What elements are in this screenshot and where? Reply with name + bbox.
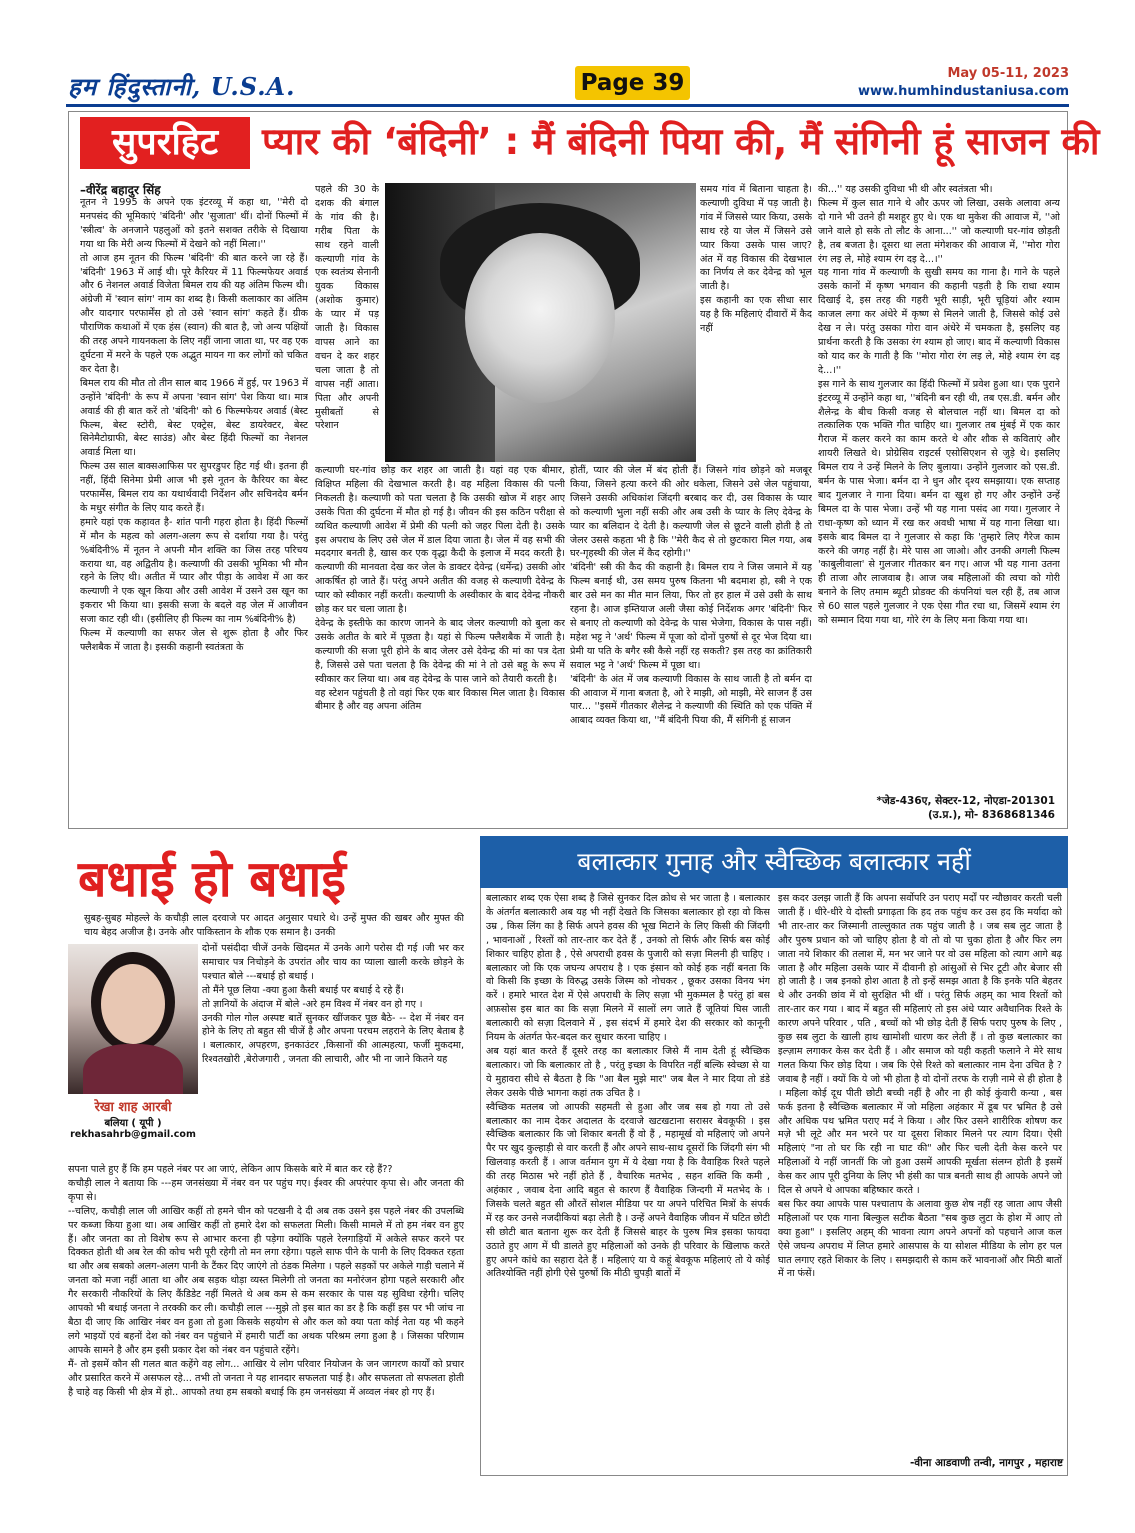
article-headline-balatkar: बलात्कार गुनाह और स्वैच्छिक बलात्कार नहीं bbox=[480, 836, 1068, 888]
byline: –वीरेंद्र बहादुर सिंह bbox=[80, 183, 161, 197]
masthead: हम हिंदुस्तानी, U.S.A. bbox=[68, 72, 296, 101]
article-column-mid: कल्याणी घर-गांव छोड़ कर शहर आ जाती है। यहां वह एक बीमार, विक्षिप्त महिला की देखभाल करती है। वह महिला विकास की पत्नी निकलती है। कल्याणी को पता चलता है कि उसकी खोज में शहर आए उसके पिता की दुर्घटना में मौत हो गई है। जीवन की इस कठिन परीक्षा से व्यथित कल्याणी आवेश में प्रेमी की पत्नी को जहर पिला देती है। उसके इस अपराध के लिए उसे जेल में डाल दिया जाता है। जेल में वह सभी की मददगार बनती है, खास कर एक वृद्धा कैदी के इलाज में मदद करती है। कल्याणी की मानवता देख कर जेल के डाक्टर देवेन्द्र (धर्मेन्द्र) उसकी ओर आकर्षित हो जाते हैं। परंतु अपने अतीत की वजह से कल्याणी देवेन्द्र के प्यार को स्वीकार नहीं करती। कल्याणी के अस्वीकार के बाद देवेन्द्र नौकरी छोड़ कर घर चला जाता है। देवेन्द्र के इस्तीफे का कारण जानने के बाद जेलर कल्याणी को बुला कर उसके अतीत के बारे में पूछता है। यहां से फिल्म फ्लैशबैक में जाती है। कल्याणी की सजा पूरी होने के बाद जेलर उसे देवेन्द्र की मां का पत्र देता है, जिससे उसे पता चलता है कि देवेन्द्र की मां ने तो उसे बहू के रूप में स्वीकार कर लिया था। अब वह देवेन्द्र के पास जाने को तैयारी करती है। वह स्टेशन पहुंचती है तो वहां फिर एक बार विकास मिल जाता है। विकास बीमार है और वह अपना अंतिम bbox=[315, 465, 565, 713]
author-email[interactable]: rekhasahrb@gmail.com bbox=[70, 1129, 196, 1140]
author-address: *जेड-436ए, सेक्टर-12, नोएडा-201301 bbox=[876, 795, 1055, 807]
author-signature: -वीना आडवाणी तन्वी, नागपुर , महाराष्ट bbox=[909, 1457, 1063, 1469]
article-column-4: की...'' यह उसकी दुविधा भी थी और स्वतंत्रता भी। फिल्म में कुल सात गाने थे और ऊपर जो लिखा, उसके अलावा अन्य दो गाने भी उतने ही मशहूर हुए थे। एक था मुकेश की आवाज में, ''ओ जाने वाले हो सके तो लौट के आना...'' जो कल्याणी घर-गांव छोड़ती है, तब बजता है। दूसरा था लता मंगेशकर की आवाज में, ''मोरा गोरा रंग लइ ले, मोहे श्याम रंग दइ दे...।'' यह गाना गांव में कल्याणी के सुखी समय का गाना है। गाने के पहले उसके कानों में कृष्ण भगवान की कहानी पड़ती है कि राधा श्याम दिखाई दे, इस तरह की गहरी भूरी साड़ी, भूरी चूड़ियां और श्याम काजल लगा कर अंधेरे में कृष्ण से मिलने जाती है, जिससे कोई उसे देख न ले। परंतु उसका गोरा वान अंधेरे में चमकता है, इसलिए वह प्रार्थना करती है कि उसका रंग श्याम हो जाए। बाद में कल्याणी विकास को याद कर के गाती है कि ''मोरा गोरा रंग लइ ले, मोहे श्याम रंग दइ दे...।'' इस गाने के साथ गुलजार का हिंदी फिल्मों में प्रवेश हुआ था। एक पुराने इंटरव्यू में उन्होंने कहा था, ''बंदिनी बन रही थी, तब एस.डी. बर्मन और शैलेन्द्र के बीच किसी वजह से बोलचाल नहीं था। बिमल दा को तत्कालिक एक भक्ति गीत चाहिए था। गुलजार तब मुंबई में एक कार गैराज में कलर करने का काम करते थे और शौक से कविताएं और शायरी लिखते थे। प्रोग्रेसिव राइटर्स एसोसिएशन से जुड़े थे। इसलिए बिमल राय ने उन्हें मिलने के लिए बुलाया। उन्होंने गुलजार को एस.डी. बर्मन के पास भेजा। बर्मन दा ने धुन और दृश्य समझाया। एक सप्ताह बाद गुलजार ने गाना दिया। बर्मन दा खुश हो गए और उन्होंने उन्हें बिमल दा के पास भेजा। उन्हें भी यह गाना पसंद आ गया। गुलजार ने राधा-कृष्ण को ध्यान में रख कर अवधी भाषा में यह गाना लिखा था। इसके बाद बिमल दा ने गुलजार से कहा कि 'तुम्हारे लिए गैरेज काम करने की जगह नहीं है। मेरे पास आ जाओ। और उनकी अगली फिल्म 'काबुलीवाला' से गुलजार गीतकार बन गए। आज भी यह गाना उतना ही ताजा और लाजवाब है। आज जब महिलाओं की त्वचा को गोरी बनाने के लिए तमाम ब्यूटी प्रोडक्ट की कंपनियां चल रही हैं, तब आज से 60 साल पहले गुलजार ने एक ऐसा गीत रचा था, जिसमें श्याम रंग को सम्मान दिया गया था, गोरे रंग के लिए मना किया गया था। bbox=[818, 184, 1060, 627]
author-place: बलिया ( यूपी ) bbox=[104, 1118, 162, 1129]
article-column-2: इस कदर उलझ जाती हैं कि अपना सर्वोपरि उन पराए मर्दों पर न्यौछावर करती चली जाती हैं । धीरे-धीरे ये दोस्ती प्रगाढ़ता कि हद तक पहुंच कर उस हद कि मर्यादा को भी तार-तार कर जिस्मानी ताल्लुकात तक पहुंच जाती है । जब सब लुट जाता है और पुरुष प्रधान को जो चाहिए होता है वो तो वो पा चुका होता है और फिर लग जाता नये शिकार की तलाश में, मन भर जाने पर वो उस महिला को त्याग आगे बढ़ जाता है और महिला उसके प्यार में दीवानी हो आंसुओं से भिर टूटी और बेजार सी हो जाती है । जब इनको होश आता है तो इन्हें समझ आता है कि इनके पति बेहतर थे और उनकी छांव में वो सुरक्षित भी थीं । परंतु सिर्फ अहम् का भाव रिश्तों को तार-तार कर गया । बाद में बहुत सी महिलाएं तो इस अंधे प्यार अवैधानिक रिश्ते के कारण अपने परिवार , पति , बच्चों को भी छोड़ देती हैं सिर्फ पराए पुरुष के लिए , कुछ सब लुटा के खाली हाथ खामोशी धारण कर लेती हैं । तो कुछ बलात्कार का इल्ज़ाम लगाकर केस कर देती हैं । और समाज को यही कहती फलाने ने मेरे साथ गलत किया फिर छोड़ दिया । जब कि ऐसे रिश्ते को बलात्कार नाम देना उचित है ? जवाब है नहीं । क्यों कि ये जो भी होता है वो दोनों तरफ के राज़ी नामे से ही होता है । महिला कोई दूध पीती छोटी बच्ची नहीं है और ना ही कोई कुंवारी कन्या , बस फर्क इतना है स्वैच्छिक बलात्कार में जो महिला अहंकार में डूब पर भ्रमित है उसे और अधिक पथ भ्रमित पराए मर्द ने किया । और फिर उसने शारीरिक शोषण कर मज़े भी लूटे और मन भरने पर या दूसरा शिकार मिलने पर त्याग दिया। ऐसी महिलाएं "ना तो घर कि रही ना घाट की" और फिर चली देती केस करने पर महिलाओं ये नहीं जानतीं कि जो हुआ उसमें आपकी मूर्खता संलग्न होती है इसमें केस कर आप पूरी दुनिया के लिए भी हंसी का पात्र बनती साथ ही आपके अपने जो दिल से अपने थे आपका बहिष्कार करते । बस फिर क्या आपके पास पश्चाताप के अलावा कुछ शेष नहीं रह जाता आप जैसी महिलाओं पर एक गाना बिल्कुल सटीक बैठता "सब कुछ लुटा के होश में आए तो क्या हुआ" । इसलिए अहम् की भावना त्याग अपने अपनों को पहचाने आज कल ऐसे जघन्य अपराध में लिप्त हमारे आसपास के या सोशल मीडिया के लोग हर पल घात लगाए रहते शिकार के लिए । समझदारी से काम करें भावनाओं और मिठी बातों में ना फंसें। bbox=[778, 893, 1062, 1280]
page-number: Page 39 bbox=[575, 66, 690, 100]
article-column-2: पहले की 30 के दशक की बंगाल के गांव की है। गरीब पिता के साथ रहने वाली कल्याणी गांव के एक स्वतंत्र्य सेनानी युवक विकास (अशोक कुमार) के प्यार में पड़ जाती है। विकास वापस आने का वचन दे कर शहर चला जाता है तो वापस नहीं आता। पिता और अपनी मुसीबतों से परेशान bbox=[315, 184, 379, 432]
website-link[interactable]: www.humhindustaniusa.com bbox=[857, 84, 1069, 99]
article-headline-badhai: बधाई हो बधाई bbox=[78, 850, 346, 908]
article-headline: प्यार की ‘बंदिनी’ : मैं बंदिनी पिया की, मैं संगिनी हूं साजन की bbox=[262, 120, 1100, 163]
header-rule bbox=[66, 104, 1069, 107]
article-column-3: समय गांव में बिताना चाहता है। कल्याणी दुविधा में पड़ जाती है। गांव में जिससे प्यार किया, उसके साथ रहे या जेल में जिसने उसे प्यार किया उसके पास जाए? अंत में वह विकास की देखभाल का निर्णय ले कर देवेन्द्र को भूल जाती है। इस कहानी का एक सीधा सार यह है कि महिलाएं दीवारों में कैद नहीं bbox=[700, 184, 812, 335]
article-body: सपना पाले हुए हैं कि हम पहले नंबर पर आ जाएं, लेकिन आप किसके बारे में बात कर रहे हैं?? कचौड़ी लाल ने बताया कि ---हम जनसंख्या में नंबर वन पर पहुंच गए। ईश्वर की अपरंपार कृपा से। और जनता की कृपा से। --चलिए, कचौड़ी लाल जी आखिर कहीं तो हमने चीन को पटखनी दे दी अब तक उसने इस पहले नंबर की उपलब्धि पर कब्जा किया हुआ था। अब आखिर कहीं तो हमारे देश को सफलता मिली। किसी मामले में तो हम नंबर वन हुए हैं। और जनता का तो विशेष रूप से आभार करना ही पड़ेगा क्योंकि पहले रेलगाड़ियों में अकेले सफर करने पर दिक्कत होती थी अब रेल की कोच भरी पूरी रहेगी तो मन लगा रहेगा। पहले साफ पीने के पानी के लिए दिक्कत रहता था और अब सबको अलग-अलग पानी के टैंकर दिए जाएंगे तो ठंडक मिलेगा । पहले सड़कों पर अकेले गाड़ी चलाने में जनता को मजा नहीं आता था और अब सड़क थोड़ा व्यस्त मिलेगी तो जनता का मनोरंजन होगा पहले सरकारी और गैर सरकारी नौकरियों के लिए कैंडिडेट नहीं मिलते थे अब कम से कम सरकार के पास यह सुविधा रहेगी। चलिए आपको भी बधाई जनता ने तरक्की कर ली। कचौड़ी लाल ---मुझे तो इस बात का डर है कि कहीं इस पर भी जांच ना बैठा दी जाए कि आखिर नंबर वन हुआ तो हुआ किसके सहयोग से और कल को क्या पता कोई नेता यह भी कहने लगे भाइयों एवं बहनों देश को नंबर वन पहुंचाने में हमारी पार्टी का अथक परिश्रम लगा हुआ है । जिसका परिणाम आपके सामने है और हम इसी प्रकार देश को नंबर वन पहुंचाते रहेंगे। मैं- तो इसमें कौन सी गलत बात कहेंगे वह लोग... आखिर ये लोग परिवार नियोजन के जन जागरण कार्यों को प्रचार और प्रसारित करने में असफल रहे... तभी तो जनता ने यह शानदार सफलता पाई है। और सफलता तो सफलता होती है चाहे वह किसी भी क्षेत्र में हो.. आपको तथा हम सबको बधाई कि हम जनसंख्या में अव्वल नंबर हो गए हैं। bbox=[68, 1164, 464, 1398]
author-caption bbox=[68, 1097, 198, 1140]
author-contact: (उ.प्र.), मो- 8368681346 bbox=[927, 809, 1055, 821]
film-still-photo bbox=[385, 183, 696, 462]
article-side-column: दोनों पसंदीदा चीजें उनके खिदमत में उनके आगे परोस दी गई ।जी भर कर समाचार पत्र निचोड़ने के उपरांत और चाय का प्याला खाली करके छोड़ने के पश्चात बोले ---बधाई हो बधाई । तो मैंने पूछ लिया -क्या हुआ कैसी बधाई पर बधाई दे रहे हैं। तो ज्ञानियों के अंदाज में बोले -अरे हम विश्व में नंबर वन हो गए । उनकी गोल गोल अस्पष्ट बातें सुनकर खींजकर पूछ बैठे- -- देश में नंबर वन होने के लिए तो बहुत सी चीजें है और अपना परचम लहराने के लिए बेताब है । बलात्कार, अपहरण, इनकाउंटर ,किसानों की आत्महत्या, फर्जी मुकदमा, रिश्वतखोरी ,बेरोजगारी , जनता की लाचारी, और भी ना जाने कितने यह bbox=[202, 943, 464, 1066]
article-column-1: नूतन ने 1995 के अपने एक इंटरव्यू में कहा था, ''मेरी दो मनपसंद की भूमिकाएं 'बंदिनी' और 'सुजाता' थीं। दोनों फिल्मों में 'स्त्रीत्व' के अनजाने पहलुओं को इतने सशक्त तरीके से दिखाया गया था कि मेरी अन्य फिल्मों में देखने को नहीं मिला।'' तो आज हम नूतन की फिल्म 'बंदिनी' की बात करने जा रहे हैं। 'बंदिनी' 1963 में आई थी। पूरे कैरियर में 11 फिल्मफेयर अवार्ड और 6 नेशनल अवार्ड विजेता बिमल राय की यह अंतिम फिल्म थी। अंग्रेजी में 'स्वान सांग' नाम का शब्द है। किसी कलाकार का अंतिम और यादगार परफार्मेंस हो तो उसे 'स्वान सांग' कहते हैं। ग्रीक पौराणिक कथाओं में एक हंस (स्वान) की बात है, जो अन्य पक्षियों की तरह अपने गायनकला के लिए नहीं जाना जाता था, पर वह एक दुर्घटना में मरने के पहले एक अद्भुत मायन गा कर लोगों को चकित कर देता है। बिमल राय की मौत तो तीन साल बाद 1966 में हुई, पर 1963 में उन्होंने 'बंदिनी' के रूप में अपना 'स्वान सांग' पेश किया था। मात्र अवार्ड की ही बात करें तो 'बंदिनी' को 6 फिल्मफेयर अवार्ड (बेस्ट फिल्म, बेस्ट स्टोरी, बेस्ट एक्ट्रेस, बेस्ट डायरेक्टर, बेस्ट सिनेमैटोग्राफी, बेस्ट साउंड) और बेस्ट हिंदी फिल्मों का नेशनल अवार्ड मिला था। फिल्म उस साल बाक्सआफिस पर सुपरडुपर हिट गई थी। इतना ही नहीं, हिंदी सिनेमा प्रेमी आज भी इसे नूतन के कैरियर का बेस्ट परफार्मेंस, बिमल राय का यथार्थवादी निर्देशन और सचिनदेव बर्मन के मधुर संगीत के लिए याद करते हैं। हमारे यहां एक कहावत है- शांत पानी गहरा होता है। हिंदी फिल्मों में मौन के महत्व को अलग-अलग रूप से दर्शाया गया है। परंतु %बंदिनी% में नूतन ने अपनी मौन शक्ति का जिस तरह परिचय कराया था, वह अद्वितीय है। कल्याणी की उसकी भूमिका भी मौन रहने के लिए थी। अतीत में प्यार और पीड़ा के आवेश में आ कर कल्याणी ने एक खून किया और उसी आवेश में उसने उस खून का इकरार भी किया था। इसकी सजा के बदले वह जेल में आजीवन सजा काट रही थी। (इसीलिए ही फिल्म का नाम %बंदिनी% है) फिल्म में कल्याणी का सफर जेल से शुरू होता है और फिर फ्लैशबैक में जाता है। इसकी कहानी स्वतंत्रता के bbox=[80, 197, 308, 653]
issue-date: May 05-11, 2023 bbox=[947, 66, 1069, 81]
article-intro: सुबह-सुबह मोहल्ले के कचौड़ी लाल दरवाजे पर आदत अनुसार पधारे थे। उन्हें मुफ्त की खबर और मुफ्त की चाय बेहद अजीज है। उनके और पाकिस्तान के शौक एक समान है। उनकी bbox=[84, 913, 464, 938]
author-photo bbox=[68, 944, 198, 1094]
superhit-badge: सुपरहिट bbox=[80, 117, 250, 169]
author-name: रेखा शाह आरबी bbox=[94, 1100, 172, 1115]
article-column-3b: होतीं, प्यार की जेल में बंद होती हैं। जिसने गांव छोड़ने को मजबूर किया, जिसने हत्या करने की ओर धकेला, जिसने उसे जेल पहुंचाया, जिसने उसकी अधिकांश जिंदगी बरबाद कर दी, उस विकास के प्यार को कल्याणी भुला नहीं सकी और अब उसी के प्यार के लिए देवेन्द्र के प्यार का बलिदान दे देती है। कल्याणी जेल से छूटने वाली होती है तो जेलर उससे कहता भी है कि ''मेरी कैद से तो छुटकारा मिल गया, अब घर-गृहस्थी की जेल में कैद रहोगी।'' 'बंदिनी' स्त्री की कैद की कहानी है। बिमल राय ने जिस जमाने में यह फिल्म बनाई थी, उस समय पुरुष कितना भी बदमाश हो, स्त्री ने एक बार उसे मन का मीत मान लिया, फिर तो हर हाल में उसे उसी के साथ रहना है। आज इम्तियाज अली जैसा कोई निर्देशक अगर 'बंदिनी' फिर से बनाए तो कल्याणी को देवेन्द्र के पास भेजेगा, विकास के पास नहीं। महेश भट्ट ने 'अर्थ' फिल्म में पूजा को दोनों पुरुषों से दूर भेज दिया था। प्रेमी या पति के बगैर स्त्री कैसे नहीं रह सकती? इस तरह का क्रांतिकारी सवाल भट्ट ने 'अर्थ' फिल्म में पूछा था। 'बंदिनी' के अंत में जब कल्याणी विकास के साथ जाती है तो बर्मन दा की आवाज में गाना बजता है, ओ रे माझी, ओ माझी, मेरे साजन हैं उस पार... ''इसमें गीतकार शैलेन्द्र ने कल्याणी की स्थिति को एक पंक्ति में आबाद व्यक्त किया था, ''मैं बंदिनी पिया की, मैं संगिनी हूं साजन bbox=[570, 465, 812, 727]
article-column-1: बलात्कार शब्द एक ऐसा शब्द है जिसे सुनकर दिल क्रोध से भर जाता है । बलात्कार के अंतर्गत बलात्कारी अब यह भी नहीं देखते कि जिसका बलात्कार हो रहा वो किस उम्र , किस लिंग का है सिर्फ अपने हवस की भूख मिटाने के लिए किसी की जिंदगी , भावनाओं , रिश्तों को तार-तार कर देते हैं , उनको तो सिर्फ और सिर्फ बस कोई शिकार चाहिए होता है , ऐसे अपराधी हवस के पुजारी को सज़ा मिलनी ही चाहिए । बलात्कार जो कि एक जघन्य अपराध है । एक इंसान को कोई हक नहीं बनता कि वो किसी कि इच्छा के विरुद्ध उसके जिस्म को नोचकर , छूकर उसका विनय भंग करें । हमारे भारत देश में ऐसे अपराधी के लिए सज़ा भी मुकम्मल है परंतु हां बस अफ़सोस इस बात का कि सज़ा मिलने में सालों लग जाते हैं जूतियां घिस जाती बलात्कारी को सज़ा दिलवाने में , इस संदर्भ में हमारे देश की सरकार को कानूनी नियम के अंतर्गत फेर-बदल कर सुधार करना चाहिए । अब यहां बात करते हैं दूसरे तरह का बलात्कार जिसे मैं नाम देती हूं स्वैच्छिक बलात्कार। जो कि बलात्कार तो है , परंतु इच्छा के विपरित नहीं बल्कि स्वेच्छा से या ये मुहावरा सीधे से बैठता है कि "आ बैल मुझे मार" जब बैल ने मार दिया तो डंडे लेकर उसके पीछे भागना कहां तक उचित है । स्वैच्छिक मतलब जो आपकी सहमती से हुआ और जब सब हो गया तो उसे बलात्कार का नाम देकर अदालत के दरवाजे खटखटाना सरासर बेवकूफी । इस स्वैच्छिक बलात्कार कि जो शिकार बनती हैं वो हैं , महामूर्ख वो महिलाएं जो अपने पैर पर खुद कुल्हाड़ी से वार करती हैं और अपने साथ-साथ दूसरों कि जिंदगी संग भी खिलवाड़ करती हैं । आज वर्तमान युग में ये देखा गया है कि वैवाहिक रिश्ते पहले की तरह मिठास भरे नहीं होते हैं , वैचारिक मतभेद , सहन शक्ति कि कमी , अहंकार , जवाब देना आदि बहुत से कारण हैं वैवाहिक जिन्दगी में मतभेद के । जिसके चलते बहुत सी औरतें सोशल मीडिया पर या अपने परिचित मित्रों के संपर्क में रह कर उनसे नजदीकियां बढ़ा लेती है । उन्हें अपने वैवाहिक जीवन में घटित छोटी सी छोटी बात बताना शुरू कर देती हैं जिससे बाहर के पुरुष मित्र इसका फायदा उठाते हुए आग में घी डालते हुए महिलाओं को उनके ही परिवार के खिलाफ करते हुए अपने कांधे का सहारा देते हैं । महिलाएं या ये कहूं बेवकूफ महिलाएं तो ये कोई अतिश्योक्ति नहीं होगी ऐसे पुरुषों कि मीठी चुपड़ी बातों में bbox=[486, 893, 770, 1280]
